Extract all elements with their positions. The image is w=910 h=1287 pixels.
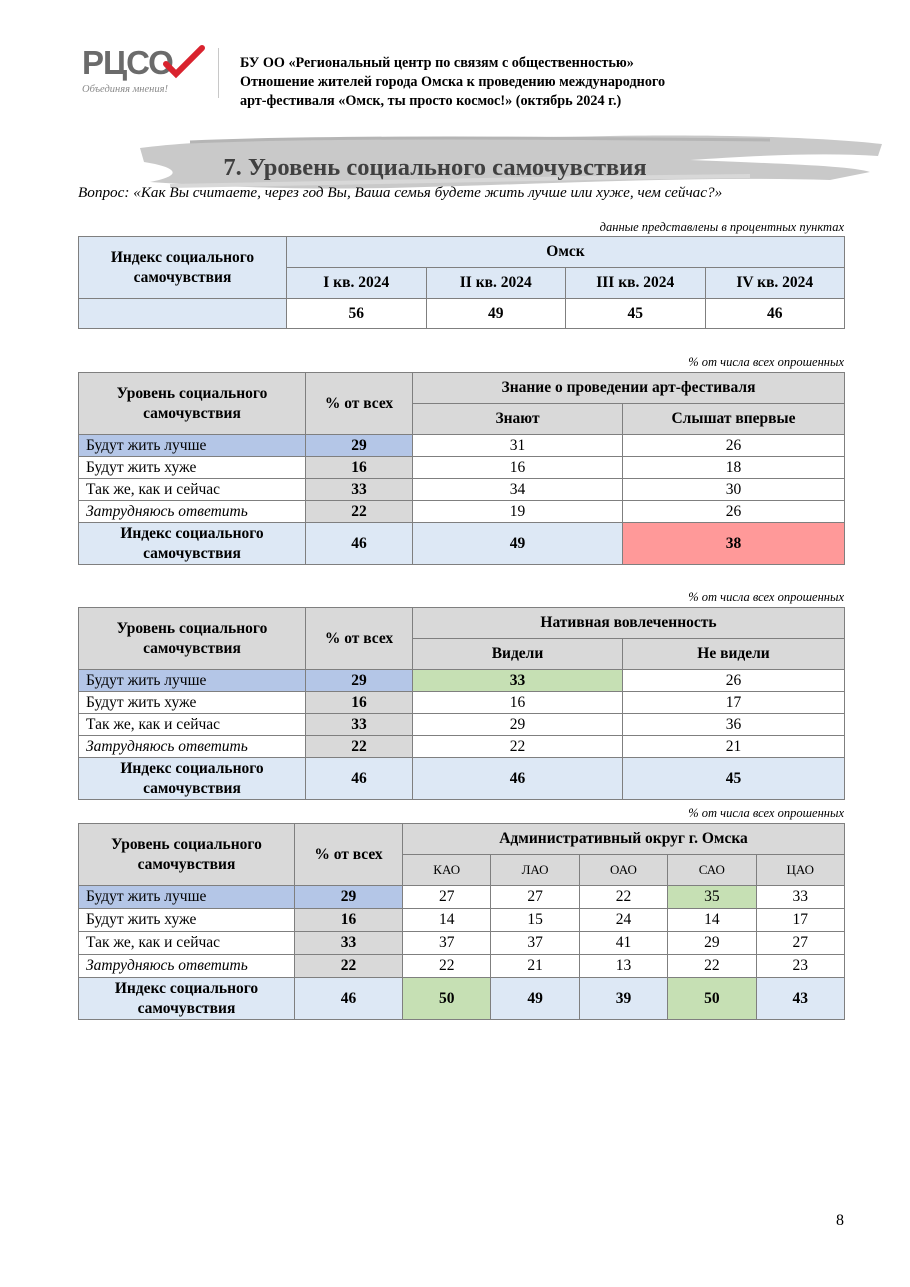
row-label: Будут жить хуже: [79, 909, 295, 932]
row-total: 33: [306, 479, 413, 501]
index-label: Индекс социального самочувствия: [79, 978, 295, 1020]
row-value: 26: [623, 501, 845, 523]
quarterly-index-table: [78, 236, 845, 329]
awareness-table: [78, 372, 845, 565]
table1-row-label: Индекс социального самочувствия: [79, 237, 287, 299]
table3-total-header: % от всех: [306, 608, 413, 670]
document-header: [78, 42, 848, 109]
table1-group-header: Омск: [287, 237, 845, 268]
row-value: 22: [403, 955, 491, 978]
page-number: 8: [836, 1212, 844, 1229]
index-value: 46: [413, 758, 623, 800]
row-total: 16: [295, 909, 403, 932]
row-value: 13: [579, 955, 667, 978]
table4-group-header: Административный округ г. Омска: [403, 824, 845, 855]
logo-slogan: Объединяя мнения!: [82, 84, 169, 95]
table4-col-tsao: ЦАО: [756, 855, 844, 886]
row-value: 41: [579, 932, 667, 955]
checkmark-icon: [160, 44, 208, 84]
index-total: 46: [306, 758, 413, 800]
table2-label-header: Уровень социального самочувствия: [79, 373, 306, 435]
row-label: Так же, как и сейчас: [79, 714, 306, 736]
row-value: 14: [668, 909, 756, 932]
row-total: 33: [295, 932, 403, 955]
table4-total-header: % от всех: [295, 824, 403, 886]
index-value: 45: [623, 758, 845, 800]
row-value: 15: [491, 909, 579, 932]
row-label: Будут жить лучше: [79, 670, 306, 692]
row-value: 33: [756, 886, 844, 909]
row-value: 21: [623, 736, 845, 758]
table1-value-q1: 56: [287, 299, 427, 329]
header-line-1: БУ ОО «Региональный центр по связям с общественностью»: [240, 55, 634, 71]
row-total: 29: [306, 670, 413, 692]
row-value: 34: [413, 479, 623, 501]
table-row: [79, 435, 845, 457]
table2-total-header: % от всех: [306, 373, 413, 435]
table3-label-header: Уровень социального самочувствия: [79, 608, 306, 670]
row-label: Затрудняюсь ответить: [79, 736, 306, 758]
index-value: 49: [491, 978, 579, 1020]
table4-col-oao: ОАО: [579, 855, 667, 886]
table1-empty-cell: [79, 299, 287, 329]
page-title: 7. Уровень социального самочувствия: [223, 154, 647, 181]
table4-note: % от числа всех опрошенных: [688, 806, 844, 820]
table2-col-know: Знают: [413, 404, 623, 435]
table3-col-not-seen: Не видели: [623, 639, 845, 670]
engagement-table: [78, 607, 845, 800]
table-row: [79, 714, 845, 736]
index-row: [79, 758, 845, 800]
header-text: [240, 54, 665, 111]
row-value: 22: [579, 886, 667, 909]
index-value: 43: [756, 978, 844, 1020]
row-value: 36: [623, 714, 845, 736]
index-value: 39: [579, 978, 667, 1020]
row-value: 22: [413, 736, 623, 758]
header-line-2: Отношение жителей города Омска к проведению международного: [240, 74, 666, 90]
row-value: 27: [491, 886, 579, 909]
row-total: 22: [306, 501, 413, 523]
index-value: 38: [623, 523, 845, 565]
table1-col-q4: IV кв. 2024: [705, 268, 845, 299]
header-line-3: арт-фестиваля «Омск, ты просто космос!» (октябрь 2024 г.): [240, 93, 622, 109]
row-total: 16: [306, 692, 413, 714]
table4-col-lao: ЛАО: [491, 855, 579, 886]
row-value: 37: [403, 932, 491, 955]
question-text: Вопрос: «Как Вы считаете, через год Вы, Ваша семья будете жить лучше или хуже, чем сейчас?»: [78, 184, 723, 201]
table1-value-q3: 45: [566, 299, 706, 329]
index-value: 50: [403, 978, 491, 1020]
row-label: Так же, как и сейчас: [79, 932, 295, 955]
row-value: 37: [491, 932, 579, 955]
row-value: 27: [403, 886, 491, 909]
table1-col-q1: I кв. 2024: [287, 268, 427, 299]
row-total: 16: [306, 457, 413, 479]
district-table: [78, 823, 845, 1020]
row-label: Так же, как и сейчас: [79, 479, 306, 501]
table1-col-q3: III кв. 2024: [566, 268, 706, 299]
row-value: 27: [756, 932, 844, 955]
index-value: 50: [668, 978, 756, 1020]
table3-group-header: Нативная вовлеченность: [413, 608, 845, 639]
table-row: [79, 736, 845, 758]
table1-value-q2: 49: [426, 299, 566, 329]
table1-col-q2: II кв. 2024: [426, 268, 566, 299]
logo-text: РЦСО: [82, 44, 173, 81]
table4-col-sao: САО: [668, 855, 756, 886]
row-value: 21: [491, 955, 579, 978]
table2-note: % от числа всех опрошенных: [688, 355, 844, 369]
row-value: 29: [668, 932, 756, 955]
row-value: 17: [623, 692, 845, 714]
table-row: [79, 955, 845, 978]
row-value: 30: [623, 479, 845, 501]
table1-value-q4: 46: [705, 299, 845, 329]
row-value: 23: [756, 955, 844, 978]
table2-group-header: Знание о проведении арт-фестиваля: [413, 373, 845, 404]
index-row: [79, 978, 845, 1020]
row-label: Будут жить лучше: [79, 435, 306, 457]
table4-col-kao: КАО: [403, 855, 491, 886]
table-row: [79, 670, 845, 692]
row-value: 26: [623, 670, 845, 692]
row-value: 24: [579, 909, 667, 932]
index-label: Индекс социального самочувствия: [79, 523, 306, 565]
row-value: 14: [403, 909, 491, 932]
index-row: [79, 523, 845, 565]
table4-label-header: Уровень социального самочувствия: [79, 824, 295, 886]
row-total: 22: [295, 955, 403, 978]
row-label: Затрудняюсь ответить: [79, 955, 295, 978]
row-value: 33: [413, 670, 623, 692]
row-total: 29: [295, 886, 403, 909]
logo: [78, 44, 218, 100]
table-row: [79, 909, 845, 932]
table-row: [79, 886, 845, 909]
index-value: 49: [413, 523, 623, 565]
row-value: 35: [668, 886, 756, 909]
table-row: [79, 692, 845, 714]
table3-col-seen: Видели: [413, 639, 623, 670]
index-total: 46: [295, 978, 403, 1020]
index-total: 46: [306, 523, 413, 565]
row-value: 17: [756, 909, 844, 932]
table1-note: данные представлены в процентных пунктах: [599, 220, 844, 234]
index-label: Индекс социального самочувствия: [79, 758, 306, 800]
row-value: 26: [623, 435, 845, 457]
row-label: Затрудняюсь ответить: [79, 501, 306, 523]
header-divider: [218, 48, 219, 98]
row-total: 22: [306, 736, 413, 758]
row-value: 29: [413, 714, 623, 736]
table3-note: % от числа всех опрошенных: [688, 590, 844, 604]
table-row: [79, 479, 845, 501]
row-value: 16: [413, 457, 623, 479]
row-value: 22: [668, 955, 756, 978]
table2-col-first-time: Слышат впервые: [623, 404, 845, 435]
table-row: [79, 457, 845, 479]
row-total: 33: [306, 714, 413, 736]
row-value: 18: [623, 457, 845, 479]
table-row: [79, 932, 845, 955]
table-row: [79, 501, 845, 523]
row-label: Будут жить хуже: [79, 692, 306, 714]
row-label: Будут жить лучше: [79, 886, 295, 909]
row-value: 19: [413, 501, 623, 523]
row-value: 16: [413, 692, 623, 714]
row-total: 29: [306, 435, 413, 457]
row-label: Будут жить хуже: [79, 457, 306, 479]
row-value: 31: [413, 435, 623, 457]
